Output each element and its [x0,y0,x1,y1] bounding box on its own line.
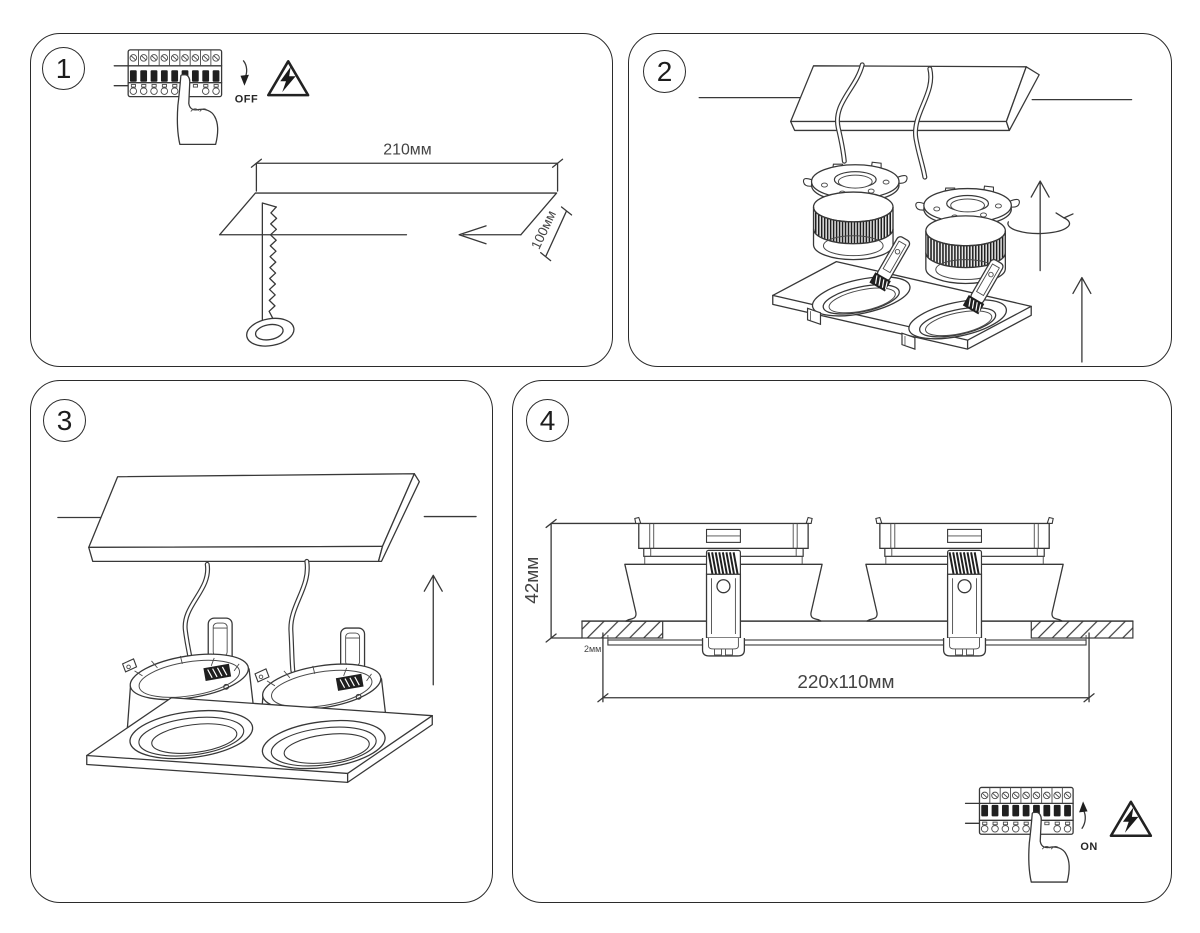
power-off-label: OFF [234,93,259,106]
off-direction-arrow-icon [240,61,248,86]
step-panel-2 [628,33,1172,367]
up-arrow-icon [1031,181,1049,270]
circuit-breaker-illustration [114,50,221,144]
ceiling-cutout-outline [220,193,557,235]
up-arrow-icon [1073,278,1091,362]
cutout-depth-dimension [528,207,571,261]
cutout-width-value: 210мм [383,141,432,159]
step-number: 2 [656,55,673,87]
step-panel-3 [30,380,493,903]
breaker-switches-on [981,805,1071,816]
step3-drawing [31,381,492,902]
high-voltage-warning-icon [1111,802,1151,836]
step-number-badge [42,47,85,90]
lamp-module-illustration [916,186,1020,283]
step-number-badge [43,399,86,442]
breaker-switches-off [130,70,219,81]
step-number: 3 [56,404,73,436]
flange-thickness-label: 2мм [583,643,602,654]
cutout-width-dimension [251,141,562,191]
step-number: 4 [539,404,556,436]
downlight-assembly-illustration [87,618,433,782]
cutout-size-value: 220x110мм [797,671,895,693]
step1-drawing [31,34,612,366]
lamp-module-illustration [803,162,907,259]
recess-height-value: 42мм [522,556,544,604]
step-panel-1 [30,33,613,367]
step2-drawing [629,34,1171,366]
step-number-badge [526,399,569,442]
power-on-label: ON [1080,841,1098,854]
ceiling-cross-section [582,621,1133,654]
on-direction-arrow-icon [1079,801,1087,828]
keyhole-saw-illustration [244,203,296,350]
step-number: 1 [55,52,72,84]
left-direction-arrow-icon [459,226,521,244]
step-number-badge [643,50,686,93]
step-panel-4 [512,380,1172,903]
circuit-breaker-illustration [966,787,1074,882]
high-voltage-warning-icon [268,61,308,95]
step4-drawing [513,381,1171,902]
cutout-depth-value: 100мм [528,208,559,252]
ceiling-panel-illustration [58,474,476,562]
up-arrow-icon [424,575,442,685]
frame-tab [902,333,915,349]
